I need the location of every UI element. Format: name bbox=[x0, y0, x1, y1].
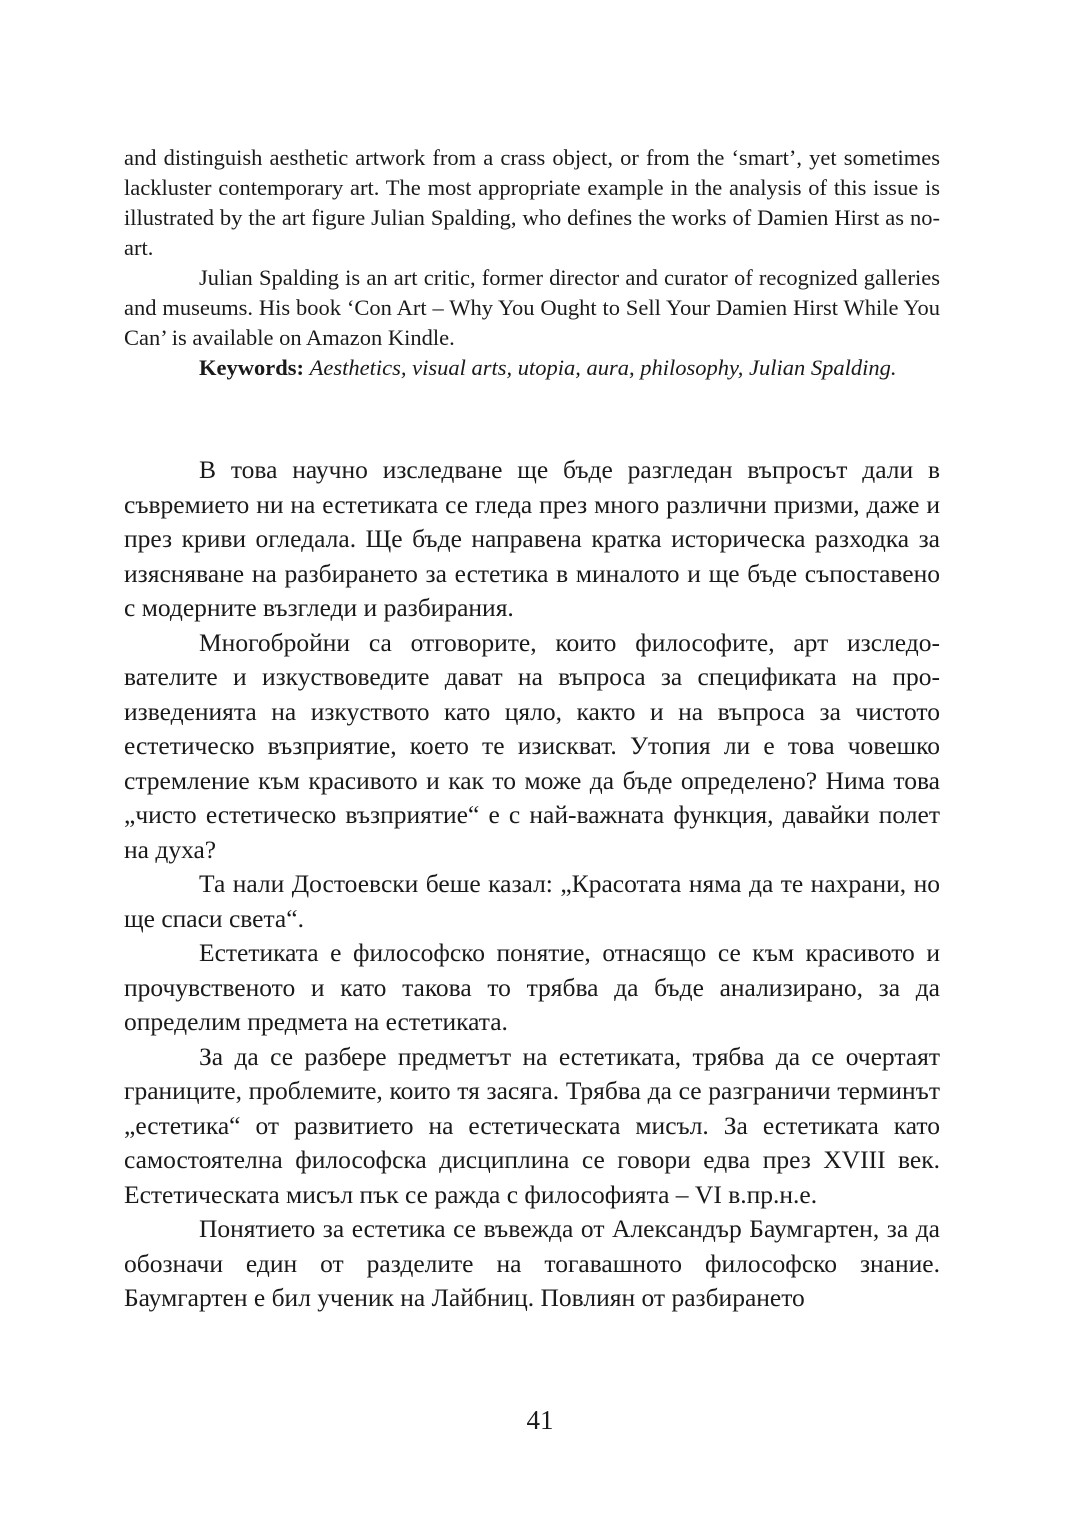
keywords bbox=[124, 353, 940, 383]
page-number: 41 bbox=[526, 1405, 554, 1435]
body-paragraph: Естетиката е философско понятие, отнасящо се към красивото и прочувственото и като такова то трябва да бъде анализирано, за да определим предмета на естетиката. bbox=[124, 938, 940, 1036]
page-content bbox=[124, 143, 940, 1316]
body-text bbox=[124, 453, 940, 1316]
abstract-continuation: and distinguish aesthetic artwork from a crass object, or from the ‘smart’, yet sometimes lackluster contemporary art. The most appropriate example in the analysis of this issue is illustrated by the art figure Julian Spalding, who defines the works of Damien Hirst as no-art. bbox=[124, 145, 940, 260]
keywords-list: Aesthetics, visual arts, utopia, aura, philosophy, Julian Spalding. bbox=[309, 355, 897, 380]
keywords-label: Keywords: bbox=[199, 355, 304, 380]
body-paragraph: Многобройни са отговорите, които философите, арт изследователите и изкуствоведите дават на въпроса за спецификата на произведенията на изкуството като цяло, както и на въпроса за чистото естетическо възприятие, което те изискват. Утопия ли е това човешко стремление към красивото и как то може да бъде определено? Нима това „чисто естетическо възприятие“ е с най-важната функция, давайки полет на духа? bbox=[124, 627, 940, 864]
body-paragraph: Понятието за естетика се въвежда от Александър Баумгартен, за да обозначи един от разделите на тогавашното философско знание. Баумгартен е бил ученик на Лайбниц. Повлиян от разбирането bbox=[124, 1214, 940, 1312]
body-paragraph: Та нали Достоевски беше казал: „Красотата няма да те нахрани, но ще спаси света“. bbox=[124, 869, 940, 933]
body-paragraph: В това научно изследване ще бъде разгледан въпросът дали в съвремието ни на естетиката се гледа през много различни призми, даже и през криви огледала. Ще бъде направена кратка историческа разходка за изясняване на разбирането за естетика в миналото и ще бъде съпоставено с модерните възгледи и разбирания. bbox=[124, 455, 940, 622]
body-paragraph: За да се разбере предметът на естетиката, трябва да се очертаят границите, проблемите, които тя засяга. Трябва да се разграничи терминът „естетика“ от развитието на естетическата мисъл. За естетиката като самостоятелна философска дисциплина се говори едва през XVIII век. Естетическата мисъл пък се ражда с философията – VI в.пр.н.е. bbox=[124, 1041, 940, 1209]
abstract-section bbox=[124, 143, 940, 383]
author-bio: Julian Spalding is an art critic, former director and curator of recognized galleries and museums. His book ‘Con Art – Why You Ought to Sell Your Damien Hirst While You Can’ is available on Amazon Kindle. bbox=[124, 265, 940, 350]
